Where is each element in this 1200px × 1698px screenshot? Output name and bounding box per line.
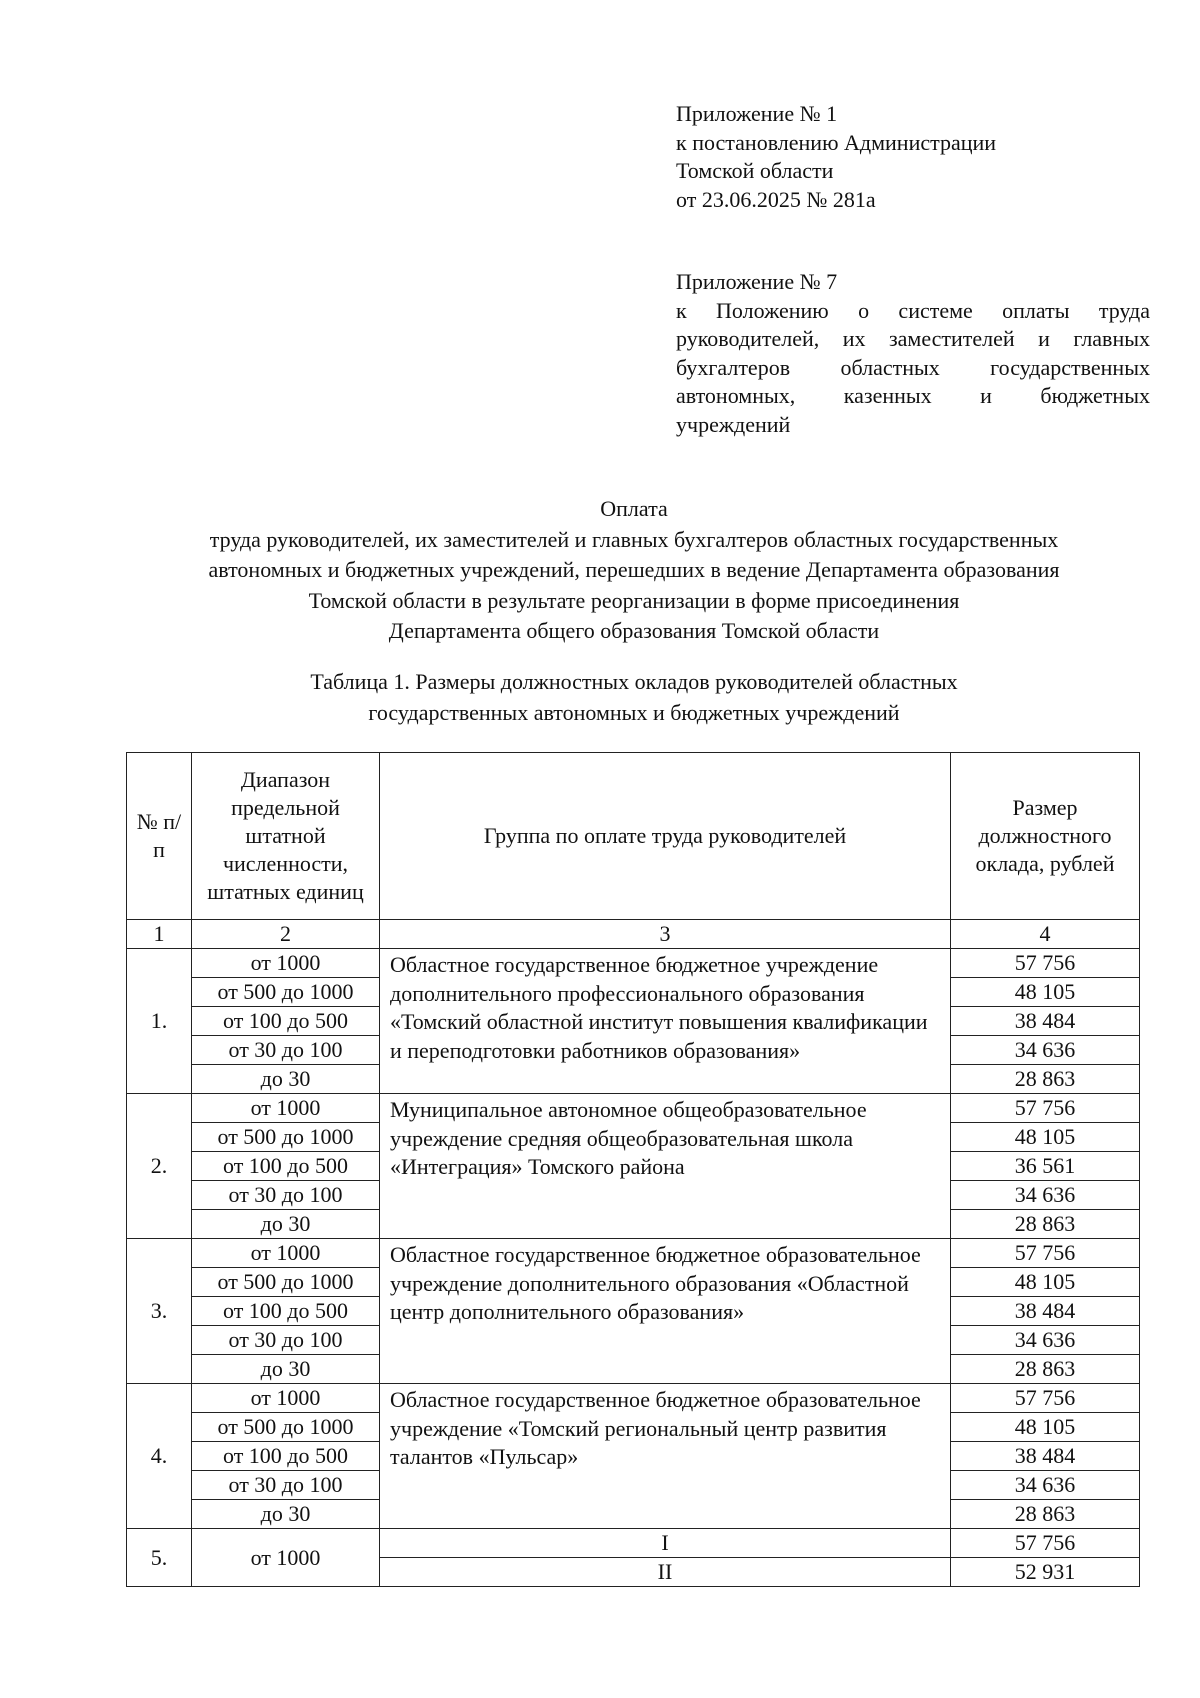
institution-name: Муниципальное автономное общеобразовательное учреждение средняя общеобразовательная школа «Интеграция» Томского района — [380, 1094, 951, 1239]
title-line: автономных и бюджетных учреждений, перешедших в ведение Департамента образования — [208, 557, 1060, 582]
institution-name: Областное государственное бюджетное учреждение дополнительного профессионального образования «Томский областной институт повышения квалификации и переподготовки работников образования» — [380, 949, 951, 1094]
appendix1-line: Приложение № 1 — [676, 101, 838, 126]
header-group: Группа по оплате труда руководителей — [380, 753, 951, 920]
table-header-row — [127, 753, 1140, 920]
staff-range: от 30 до 100 — [192, 1036, 380, 1065]
appendix7-line: руководителей, их заместителей и главных — [676, 326, 1150, 351]
staff-range: от 1000 — [192, 1239, 380, 1268]
staff-range: от 1000 — [192, 1384, 380, 1413]
salary-value: 28 863 — [951, 1065, 1140, 1094]
institution-name: Областное государственное бюджетное образовательное учреждение дополнительного образования «Областной центр дополнительного образования» — [380, 1239, 951, 1384]
row-number: 3. — [127, 1239, 192, 1384]
staff-range: от 500 до 1000 — [192, 978, 380, 1007]
title-line: Томской области в результате реорганизации в форме присоединения — [308, 587, 960, 613]
staff-range: от 100 до 500 — [192, 1007, 380, 1036]
salary-value: 28 863 — [951, 1355, 1140, 1384]
salary-value: 38 484 — [951, 1297, 1140, 1326]
appendix7-line: автономных, казенных и бюджетных — [676, 383, 1150, 408]
header-salary: Размер должностного оклада, рублей — [951, 753, 1140, 920]
salary-value: 48 105 — [951, 978, 1140, 1007]
row-number: 5. — [127, 1529, 192, 1587]
salary-table — [126, 752, 1140, 1587]
table-caption-line: государственных автономных и бюджетных учреждений — [368, 699, 900, 725]
salary-value: 38 484 — [951, 1442, 1140, 1471]
salary-value: 57 756 — [951, 1529, 1140, 1558]
column-number: 2 — [192, 920, 380, 949]
salary-value: 28 863 — [951, 1500, 1140, 1529]
staff-range: от 1000 — [192, 1094, 380, 1123]
staff-range: от 500 до 1000 — [192, 1268, 380, 1297]
pay-group: I — [380, 1529, 951, 1558]
appendix7-line: бухгалтеров областных государственных — [676, 354, 1150, 380]
staff-range: от 100 до 500 — [192, 1297, 380, 1326]
salary-value: 48 105 — [951, 1123, 1140, 1152]
salary-value: 57 756 — [951, 1094, 1140, 1123]
staff-range: от 1000 — [192, 1529, 380, 1587]
appendix7-line: Приложение № 7 — [676, 269, 838, 294]
pay-group: II — [380, 1558, 951, 1587]
appendix1-line: Томской области — [676, 158, 834, 183]
staff-range: от 30 до 100 — [192, 1326, 380, 1355]
row-number: 2. — [127, 1094, 192, 1239]
institution-name: Областное государственное бюджетное образовательное учреждение «Томский региональный центр развития талантов «Пульсар» — [380, 1384, 951, 1529]
table-row — [127, 1239, 1140, 1268]
staff-range: от 30 до 100 — [192, 1181, 380, 1210]
table-row — [127, 1529, 1140, 1558]
salary-value: 34 636 — [951, 1181, 1140, 1210]
column-number: 4 — [951, 920, 1140, 949]
appendix1-line: к постановлению Администрации — [676, 129, 997, 155]
appendix-7-header — [676, 268, 1150, 439]
staff-range: от 500 до 1000 — [192, 1123, 380, 1152]
row-number: 4. — [127, 1384, 192, 1529]
header-staff-range: Диапазон предельной штатной численности, штатных единиц — [192, 753, 380, 920]
staff-range: от 500 до 1000 — [192, 1413, 380, 1442]
salary-value: 57 756 — [951, 1384, 1140, 1413]
salary-value: 34 636 — [951, 1326, 1140, 1355]
staff-range: от 100 до 500 — [192, 1442, 380, 1471]
appendix7-line: учреждений — [676, 411, 791, 437]
table-caption-line: Таблица 1. Размеры должностных окладов руководителей областных — [310, 669, 958, 694]
staff-range: от 30 до 100 — [192, 1471, 380, 1500]
table-row — [127, 1384, 1140, 1413]
title-line: Оплата — [600, 496, 668, 521]
column-number: 1 — [127, 920, 192, 949]
salary-value: 34 636 — [951, 1036, 1140, 1065]
header-number: № п/п — [127, 753, 192, 920]
row-number: 1. — [127, 949, 192, 1094]
table-caption — [60, 667, 1200, 728]
salary-value: 52 931 — [951, 1558, 1140, 1587]
staff-range: до 30 — [192, 1065, 380, 1094]
salary-value: 57 756 — [951, 1239, 1140, 1268]
appendix1-line: от 23.06.2025 № 281а — [676, 186, 876, 212]
staff-range: до 30 — [192, 1210, 380, 1239]
title-line: Департамента общего образования Томской области — [388, 618, 880, 643]
title-line: труда руководителей, их заместителей и главных бухгалтеров областных государственных — [209, 526, 1059, 552]
column-number: 3 — [380, 920, 951, 949]
staff-range: от 1000 — [192, 949, 380, 978]
staff-range: до 30 — [192, 1500, 380, 1529]
salary-value: 38 484 — [951, 1007, 1140, 1036]
staff-range: от 100 до 500 — [192, 1152, 380, 1181]
salary-value: 34 636 — [951, 1471, 1140, 1500]
table-row — [127, 1094, 1140, 1123]
salary-value: 48 105 — [951, 1413, 1140, 1442]
table-row — [127, 949, 1140, 978]
document-title — [60, 494, 1200, 647]
appendix-1-header — [676, 100, 1150, 214]
salary-value: 28 863 — [951, 1210, 1140, 1239]
salary-value: 57 756 — [951, 949, 1140, 978]
appendix7-line: к Положению о системе оплаты труда — [676, 297, 1150, 323]
column-number-row — [127, 920, 1140, 949]
staff-range: до 30 — [192, 1355, 380, 1384]
salary-value: 36 561 — [951, 1152, 1140, 1181]
salary-value: 48 105 — [951, 1268, 1140, 1297]
